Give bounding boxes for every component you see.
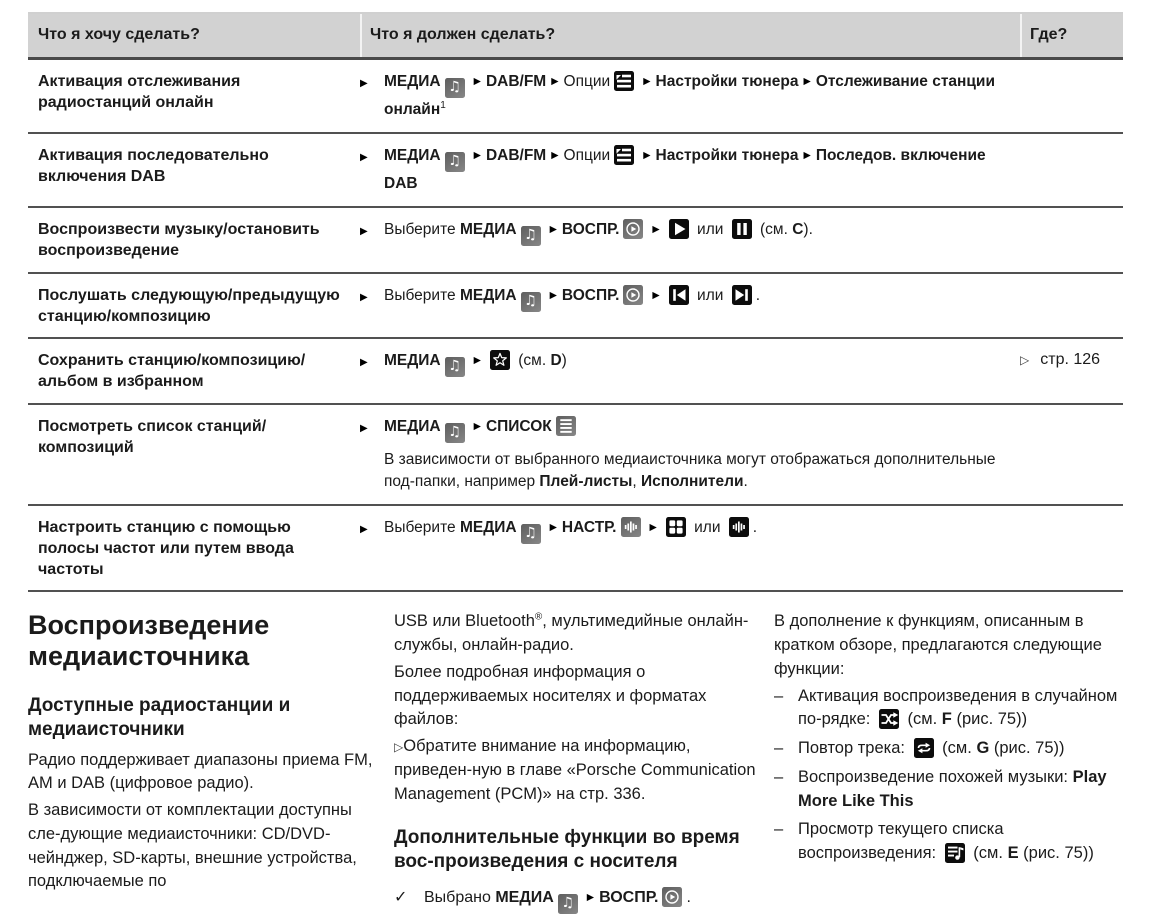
column-header-do: Что я должен сделать?: [360, 14, 1020, 57]
arrow-separator-icon: ▶: [643, 150, 651, 162]
text-run: или: [692, 221, 728, 239]
precondition-line: [394, 886, 760, 914]
where-cell: [1020, 216, 1123, 262]
list-item-content: [798, 766, 1124, 814]
text-run: Выбрано: [424, 889, 496, 907]
text-run-bold: МЕДИА: [459, 518, 517, 536]
instruction-cell: [360, 514, 1020, 580]
instruction-bullet-icon: ▶: [360, 357, 368, 369]
dash-marker: –: [774, 686, 784, 705]
paragraph: [394, 610, 760, 658]
list-item: [774, 685, 1124, 733]
paragraph-cross-reference: [394, 735, 760, 806]
text-run: Опции: [563, 147, 611, 165]
instruction-bullet-icon: ▶: [360, 291, 368, 303]
text-run-bold: МЕДИА: [384, 73, 441, 90]
instruction-sequence: [384, 284, 1020, 312]
text-run-bold: G: [976, 739, 990, 758]
text-run: .: [752, 518, 758, 536]
bottom-section: [28, 610, 1124, 914]
instruction-bullet-icon: ▶: [360, 422, 368, 434]
presets-grid-icon: [666, 517, 686, 537]
arrow-separator-icon: ▶: [473, 420, 481, 432]
media-icon: ♫: [521, 226, 541, 246]
arrow-separator-icon: ▶: [652, 289, 660, 301]
instruction-cell: [360, 68, 1020, 122]
text-run: (см.: [937, 739, 977, 758]
tuner-icon: [621, 517, 641, 537]
paragraph: Более подробная информация о поддерживаемых носителях и форматах файлов:: [394, 662, 707, 729]
task-cell: Активация последовательно включения DAB: [38, 147, 269, 185]
text-run: ).: [803, 221, 813, 239]
dash-marker: –: [774, 767, 784, 786]
text-run: (рис. 75)): [1018, 844, 1094, 863]
text-run-bold: МЕДИА: [459, 221, 517, 239]
play-circle-icon: [662, 887, 682, 907]
play-icon: [669, 219, 689, 239]
checkmark-icon: ✓: [394, 889, 408, 907]
list-item-content: [798, 737, 1124, 761]
where-cell: [1020, 142, 1123, 196]
text-run: (рис. 75)): [989, 739, 1065, 758]
triangle-marker-icon: ▷: [394, 740, 404, 755]
table-row: [28, 134, 1123, 208]
text-run-bold: Настройки тюнера: [655, 147, 799, 165]
task-table: [28, 12, 1123, 592]
media-icon: ♫: [521, 292, 541, 312]
text-run: .: [743, 473, 748, 491]
text-run: (см.: [902, 710, 942, 729]
table-row: [28, 339, 1123, 405]
dash-marker: –: [774, 820, 784, 839]
text-run: или: [692, 286, 728, 304]
precondition-content: [424, 886, 760, 914]
instruction-sequence: [384, 349, 1020, 377]
text-run-bold: D: [550, 352, 562, 370]
text-run-bold: ВОСПР.: [561, 286, 620, 304]
text-run: (рис. 75)): [951, 710, 1028, 729]
text-run-bold: МЕДИА: [384, 147, 441, 165]
text-run: Выберите: [384, 221, 460, 239]
arrow-separator-icon: ▶: [549, 521, 557, 533]
subsection-title-extra-functions: Дополнительные функции во время вос-произведения с носителя: [394, 827, 740, 873]
arrow-separator-icon: ▶: [473, 150, 481, 162]
text-run: Опции: [563, 73, 611, 90]
where-cell: [1020, 347, 1123, 393]
text-run-bold: МЕДИА: [384, 352, 441, 370]
text-run-bold: E: [1007, 844, 1019, 863]
media-icon: ♫: [445, 423, 465, 443]
arrow-separator-icon: ▶: [473, 355, 481, 367]
text-run: Активация воспроизведения в случайном по-рядке:: [798, 686, 1118, 729]
text-run-bold: Исполнители: [640, 473, 744, 491]
media-icon: ♫: [558, 894, 578, 914]
instruction-bullet-icon: ▶: [360, 523, 368, 535]
previous-track-icon: [669, 285, 689, 305]
instruction-bullet-icon: ▶: [360, 152, 368, 164]
arrow-separator-icon: ▶: [549, 224, 557, 236]
favorites-star-icon: [490, 350, 510, 370]
section-title: Воспроизведение медиаисточника: [28, 610, 270, 672]
task-cell: Посмотреть список станций/композиций: [38, 417, 267, 456]
text-run-bold: F: [941, 710, 952, 729]
instruction-cell: [360, 413, 1020, 494]
list-item: [774, 766, 1124, 814]
text-run: .: [755, 286, 761, 304]
text-run-bold: Play More Like This: [798, 767, 1107, 810]
where-cell: [1020, 413, 1123, 494]
page-reference: стр. 126: [1040, 351, 1101, 369]
superscript: 1: [440, 100, 446, 111]
arrow-separator-icon: ▶: [473, 76, 481, 87]
paragraph: В зависимости от комплектации доступны сле-дующие медиаисточники: CD/DVD-чейнджер, SD-карты, внешние устройства, подключаемые по: [28, 801, 357, 891]
paragraph: Радио поддерживает диапазоны приема FM, AM и DAB (цифровое радио).: [28, 750, 373, 793]
table-row: [28, 208, 1123, 274]
instruction-cell: [360, 216, 1020, 262]
options-icon: [614, 71, 634, 91]
playlist-icon: [945, 843, 965, 863]
text-run: или: [689, 518, 725, 536]
text-run-bold: C: [792, 221, 804, 239]
text-run-bold: DAB/FM: [485, 147, 547, 165]
arrow-separator-icon: ▶: [803, 76, 811, 87]
column-left: [28, 610, 380, 914]
text-run: , мультимедийные онлайн-службы, онлайн-радио.: [394, 612, 749, 655]
table-body: [28, 60, 1123, 592]
shuffle-icon: [879, 709, 899, 729]
task-cell: Настроить станцию с помощью полосы частот или путем ввода частоты: [38, 518, 294, 578]
arrow-separator-icon: ▶: [803, 150, 811, 162]
media-icon: ♫: [445, 357, 465, 377]
text-run: Выберите: [384, 518, 460, 536]
subsection-title-sources: Доступные радиостанции и медиаисточники: [28, 694, 291, 740]
instruction-sequence: [384, 70, 1020, 122]
task-cell: Активация отслеживания радиостанций онлайн: [38, 73, 241, 111]
list-item: [774, 818, 1124, 866]
tuner-dark-icon: [729, 517, 749, 537]
task-cell: Послушать следующую/предыдущую станцию/композицию: [38, 286, 340, 325]
instruction-sequence: [384, 415, 1020, 443]
table-header-row: [28, 12, 1123, 60]
arrow-separator-icon: ▶: [652, 224, 660, 236]
table-row: [28, 274, 1123, 340]
arrow-separator-icon: ▶: [549, 289, 557, 301]
text-run-bold: Настройки тюнера: [655, 73, 799, 90]
text-run: В зависимости от выбранного медиаисточника могут отображаться дополнительные под-папки, например: [384, 450, 996, 491]
where-cell: [1020, 514, 1123, 580]
media-icon: ♫: [521, 524, 541, 544]
text-run-bold: Плей-листы: [539, 473, 633, 491]
instruction-note: [384, 449, 1010, 494]
column-header-where: Где?: [1020, 14, 1123, 57]
list-item: [774, 737, 1124, 761]
where-cell: [1020, 282, 1123, 328]
table-row: [28, 405, 1123, 506]
arrow-separator-icon: ▶: [643, 76, 651, 87]
arrow-separator-icon: ▶: [551, 76, 559, 87]
table-row: [28, 60, 1123, 134]
superscript: ®: [534, 611, 543, 623]
column-header-want: Что я хочу сделать?: [38, 26, 200, 43]
dash-marker: –: [774, 739, 784, 758]
text-run: USB или Bluetooth: [394, 612, 535, 631]
instruction-sequence: [384, 516, 1020, 544]
arrow-separator-icon: ▶: [586, 892, 595, 904]
text-run: Повтор трека:: [798, 739, 910, 758]
arrow-separator-icon: ▶: [649, 521, 657, 533]
instruction-bullet-icon: ▶: [360, 78, 368, 89]
instruction-sequence: [384, 144, 1020, 196]
play-circle-icon: [623, 219, 643, 239]
media-icon: ♫: [445, 152, 465, 172]
play-circle-icon: [623, 285, 643, 305]
instruction-cell: [360, 347, 1020, 393]
text-run-bold: Последов. включение DAB: [384, 147, 986, 193]
text-run: ,: [632, 473, 641, 491]
table-row: [28, 506, 1123, 592]
instruction-cell: [360, 282, 1020, 328]
text-run-bold: Отслеживание станции онлайн: [384, 73, 995, 119]
text-run-bold: ВОСПР.: [599, 889, 659, 907]
text-run: Просмотр текущего списка воспроизведения:: [798, 820, 1004, 863]
options-icon: [614, 145, 634, 165]
where-cell: [1020, 68, 1123, 122]
text-run: .: [686, 889, 691, 907]
instruction-sequence: [384, 218, 1020, 246]
instruction-cell: [360, 142, 1020, 196]
pause-icon: [732, 219, 752, 239]
column-middle: [394, 610, 760, 914]
list-icon: [556, 416, 576, 436]
text-run: Выберите: [384, 286, 460, 304]
column-right: [774, 610, 1124, 914]
list-item-content: [798, 685, 1124, 733]
function-list: [774, 685, 1124, 866]
text-run: Обратите внимание на информацию, приведен-ную в главе «Porsche Communication Management (PCM)» на стр. 336.: [394, 737, 756, 803]
paragraph-intro: В дополнение к функциям, описанным в кратком обзоре, предлагаются следующие функции:: [774, 612, 1102, 678]
text-run-bold: DAB/FM: [485, 73, 547, 90]
next-track-icon: [732, 285, 752, 305]
text-run-bold: СПИСОК: [485, 417, 552, 435]
list-item-content: [798, 818, 1124, 866]
text-run: (см.: [513, 352, 551, 370]
repeat-icon: [914, 738, 934, 758]
text-run-bold: НАСТР.: [561, 518, 617, 536]
text-run-bold: МЕДИА: [495, 889, 554, 907]
instruction-bullet-icon: ▶: [360, 226, 368, 238]
text-run-bold: МЕДИА: [459, 286, 517, 304]
task-cell: Сохранить станцию/композицию/альбом в избранном: [38, 352, 306, 391]
text-run: (см.: [968, 844, 1008, 863]
arrow-separator-icon: ▶: [551, 150, 559, 162]
text-run-bold: МЕДИА: [384, 417, 441, 435]
text-run-bold: ВОСПР.: [561, 221, 620, 239]
triangle-marker-icon: ▷: [1020, 353, 1030, 368]
task-cell: Воспроизвести музыку/остановить воспроизведение: [38, 221, 320, 259]
text-run: Воспроизведение похожей музыки:: [798, 767, 1073, 786]
media-icon: ♫: [445, 78, 465, 98]
text-run: (см.: [755, 221, 793, 239]
text-run: ): [561, 352, 567, 370]
